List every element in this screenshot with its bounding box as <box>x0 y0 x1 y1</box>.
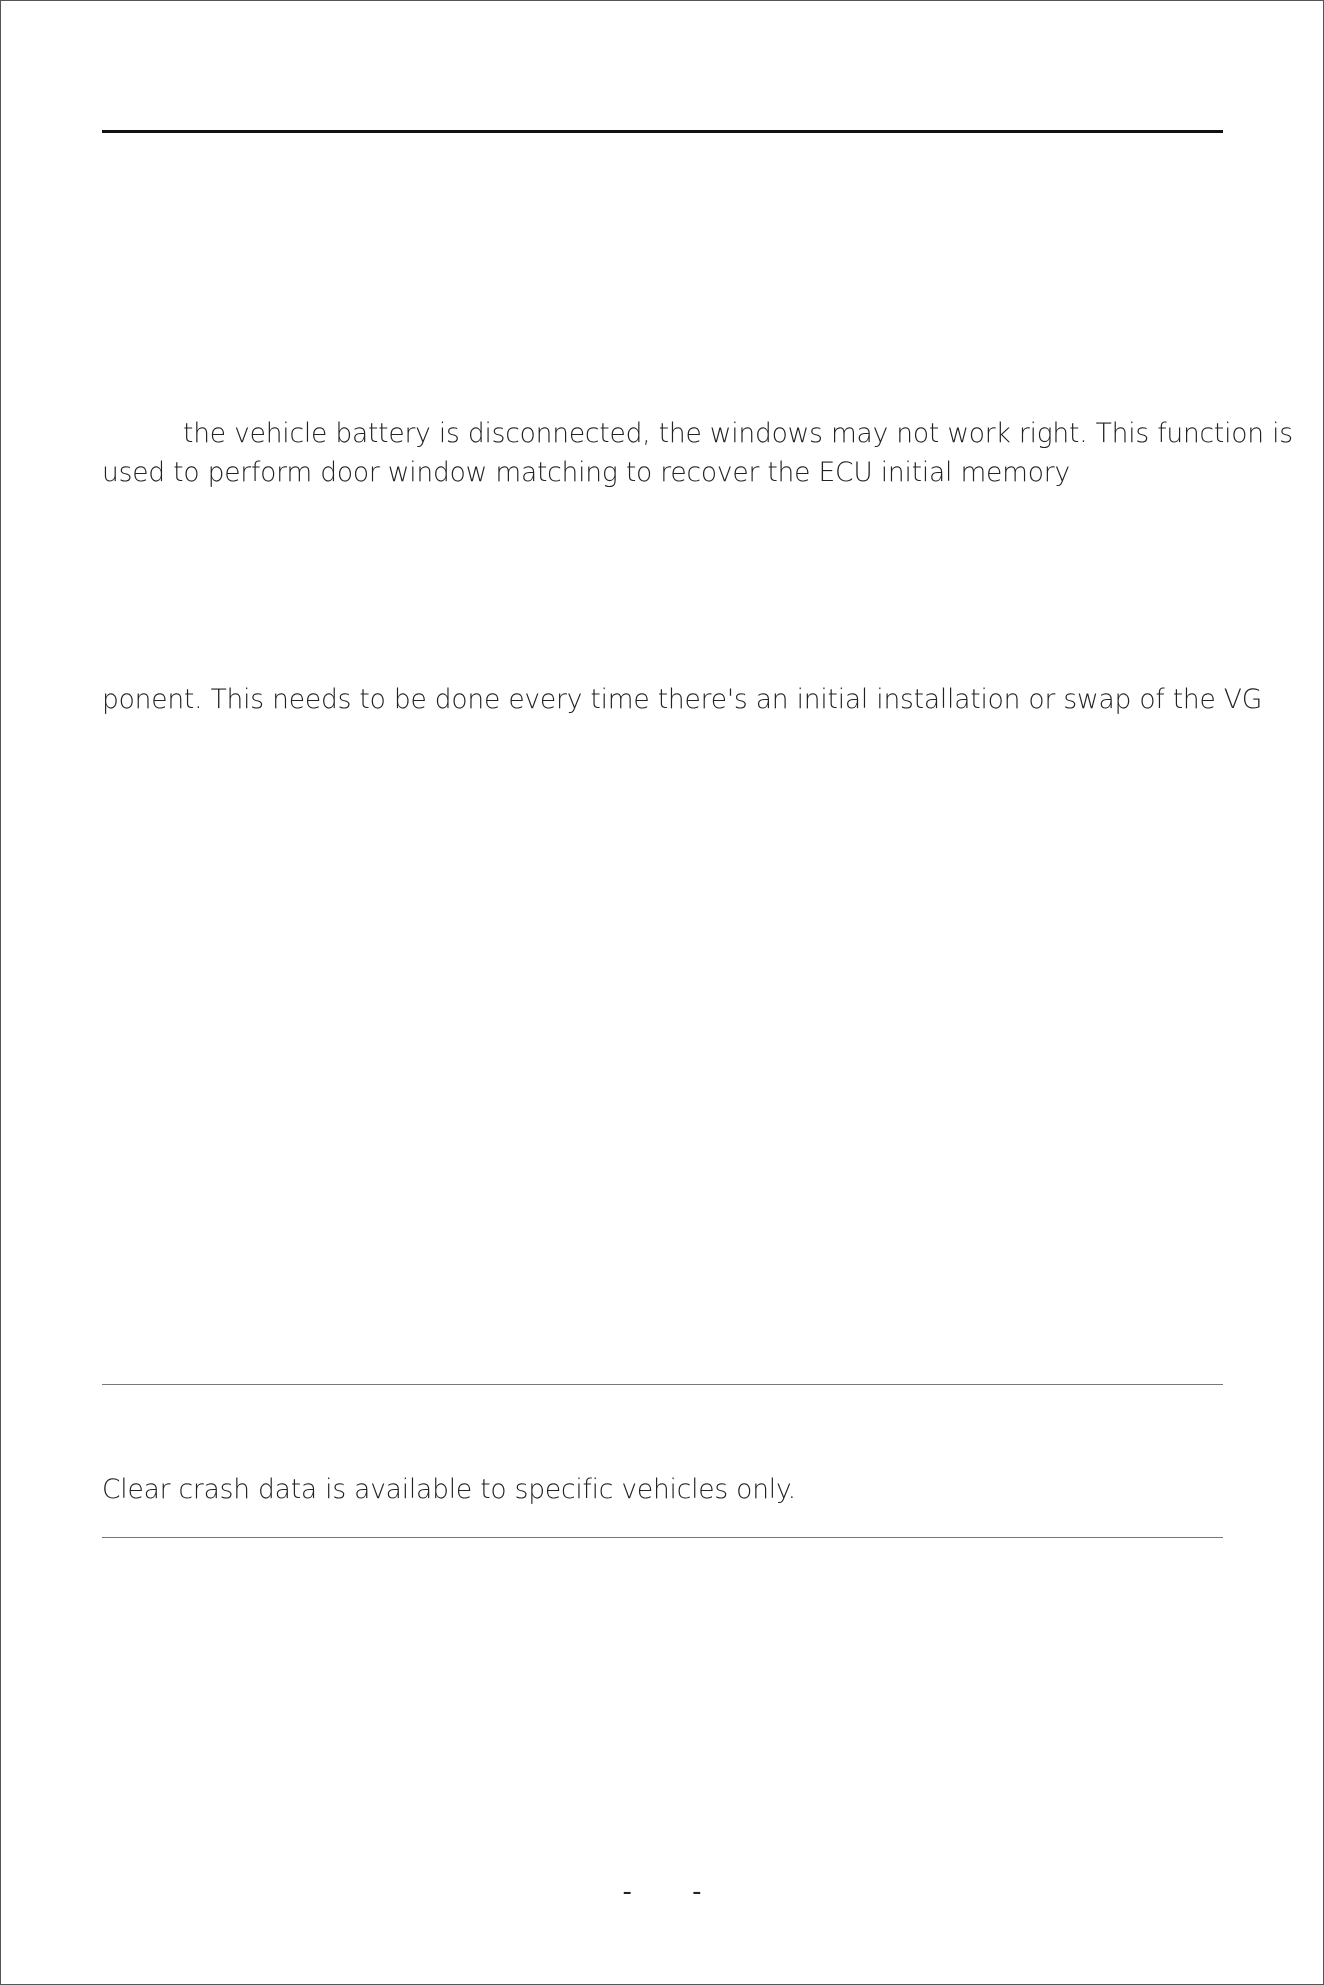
header-rule <box>102 130 1223 133</box>
page-footer <box>1 1877 1323 1907</box>
footer-right-dash: - <box>692 1877 702 1907</box>
note-top-rule <box>102 1384 1223 1385</box>
footer-left-dash: - <box>622 1877 632 1907</box>
component-line-1: ponent. This needs to be done every time there's an initial installation or swap of the VG <box>102 684 1263 715</box>
note-text: Clear crash data is available to specific vehicles only. <box>102 1474 796 1505</box>
note-bottom-rule <box>102 1537 1223 1538</box>
window-matching-line-2: used to perform door window matching to recover the ECU initial memory <box>102 457 1070 488</box>
window-matching-line-1: the vehicle battery is disconnected, the windows may not work right. This function is <box>183 418 1293 449</box>
